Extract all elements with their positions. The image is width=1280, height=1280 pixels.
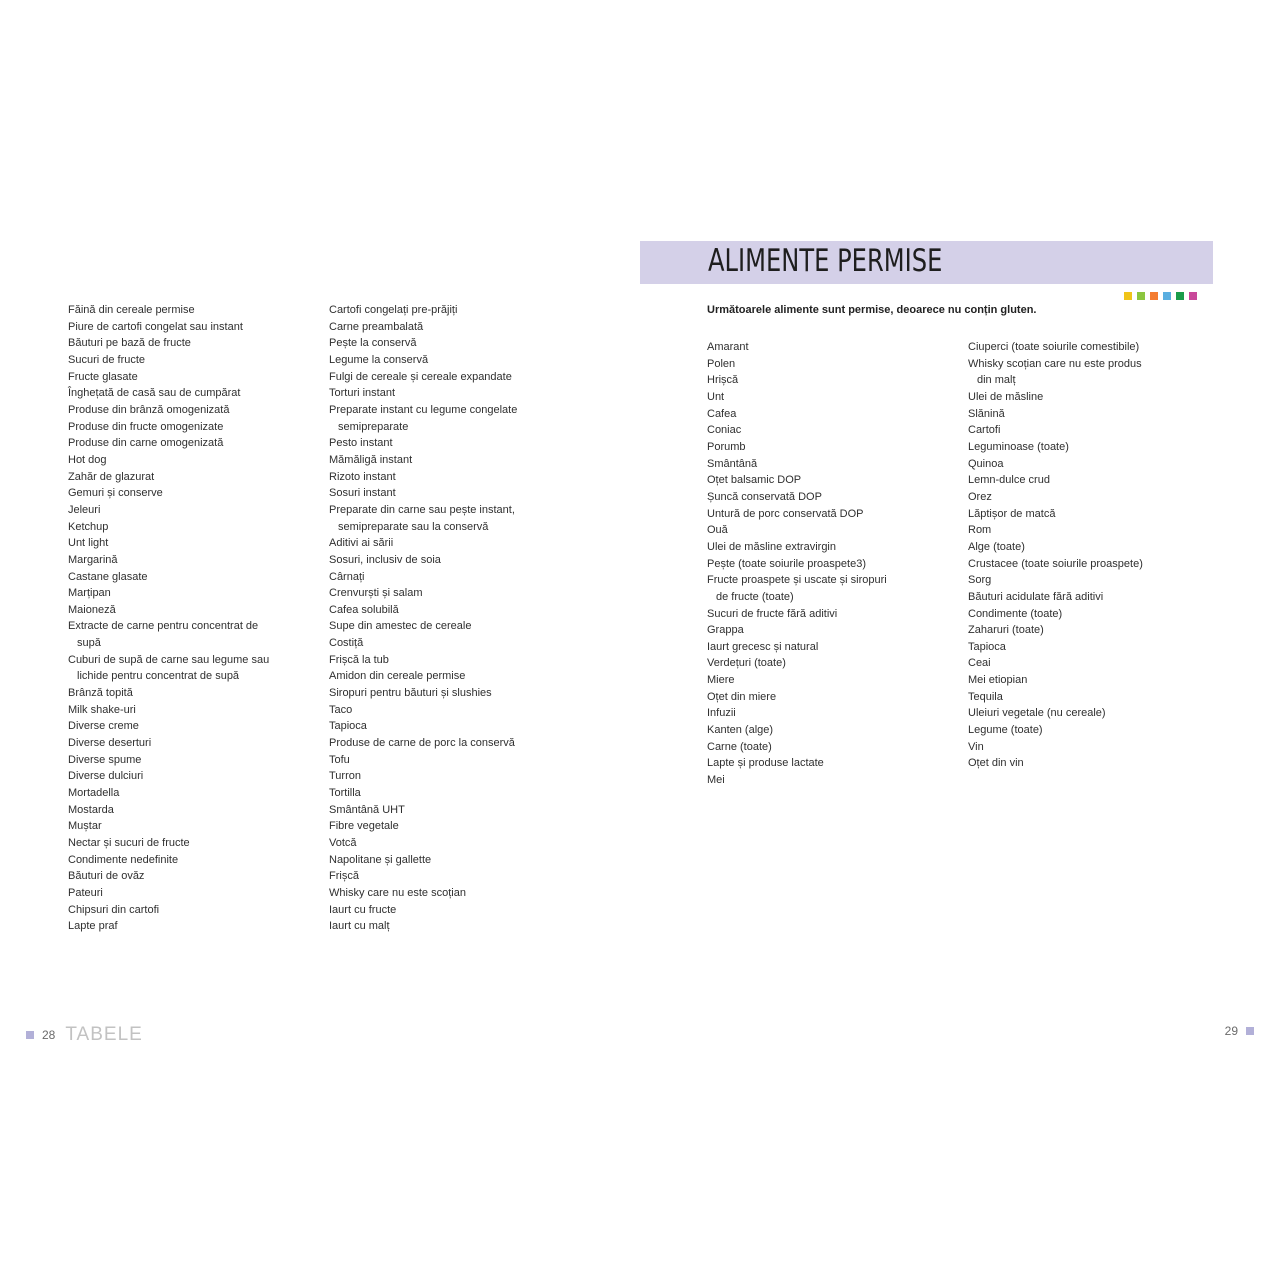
- list-item: Iaurt cu fructe: [329, 903, 397, 916]
- list-item: Carne preambalată: [329, 320, 424, 333]
- list-item: Chipsuri din cartofi: [68, 903, 160, 916]
- list-item: Oțet din vin: [968, 757, 1024, 770]
- list-item: Oțet din miere: [707, 690, 777, 703]
- list-item: Fibre vegetale: [329, 820, 399, 833]
- list-item: Diverse creme: [68, 720, 139, 733]
- list-item: Băuturi acidulate fără aditivi: [968, 590, 1104, 603]
- list-item: Maioneză: [68, 603, 116, 616]
- page-marker-square: [1246, 1027, 1254, 1035]
- list-item: Carne (toate): [707, 740, 772, 753]
- list-item: Zahăr de glazurat: [68, 470, 155, 483]
- list-item: Verdețuri (toate): [707, 657, 786, 670]
- list-item: Fulgi de cereale și cereale expandate: [329, 370, 512, 383]
- list-item: Lăptișor de matcă: [968, 507, 1056, 520]
- color-swatch: [1137, 292, 1145, 300]
- color-swatch: [1150, 292, 1158, 300]
- list-item: Mămăligă instant: [329, 453, 413, 466]
- list-item: Sorg: [968, 574, 992, 587]
- list-item: Legume la conservă: [329, 353, 429, 366]
- list-item: Nectar și sucuri de fructe: [68, 837, 190, 849]
- color-swatch: [1189, 292, 1197, 300]
- list-item: Whisky scoțian care nu este produs: [968, 357, 1142, 370]
- list-item: Mortadella: [68, 787, 120, 800]
- list-item: Sosuri instant: [329, 487, 396, 500]
- list-item: Ulei de măsline extravirgin: [707, 540, 836, 553]
- list-item: Aditivi ai sării: [329, 537, 394, 550]
- list-item: Turron: [329, 770, 361, 783]
- list-item: Tortilla: [329, 787, 361, 800]
- right-page-footer: [1225, 1024, 1254, 1038]
- left-page-list-column-1: [68, 302, 269, 935]
- list-item: Legume (toate): [968, 724, 1043, 737]
- list-item: Porumb: [707, 440, 746, 453]
- list-item: Fructe glasate: [68, 370, 138, 383]
- section-label: TABELE: [65, 1024, 143, 1045]
- intro-text: Următoarele alimente sunt permise, deoarece nu conțin gluten.: [707, 304, 1037, 316]
- list-item: Cârnați: [329, 570, 365, 583]
- list-item: Sucuri de fructe: [68, 353, 146, 366]
- list-item: Grappa: [707, 624, 744, 637]
- list-item: Muștar: [68, 820, 102, 833]
- list-item: Înghețată de casă sau de cumpărat: [68, 387, 241, 400]
- list-item: Produse din brânză omogenizată: [68, 403, 230, 416]
- color-swatch: [1176, 292, 1184, 300]
- list-item: Lemn-dulce crud: [968, 474, 1050, 487]
- list-item: Diverse spume: [68, 753, 142, 766]
- list-item: Torturi instant: [329, 387, 396, 400]
- list-item: Cartofi: [968, 424, 1001, 437]
- list-item: Jeleuri: [68, 503, 101, 516]
- list-item: Fructe proaspete și uscate și siropuri: [707, 574, 887, 587]
- list-item: Condimente nedefinite: [68, 853, 179, 866]
- list-item: Coniac: [707, 424, 742, 437]
- list-item: Tapioca: [329, 720, 367, 733]
- page-number-left: 28: [42, 1028, 56, 1042]
- list-item: Napolitane și gallette: [329, 853, 432, 866]
- list-item: Tapioca: [968, 640, 1006, 653]
- list-item: Cafea: [707, 407, 737, 420]
- list-item: Costiță: [329, 637, 364, 650]
- list-item: Crenvurști și salam: [329, 587, 423, 600]
- list-item: Whisky care nu este scoțian: [329, 886, 466, 899]
- list-item: Oțet balsamic DOP: [707, 474, 802, 487]
- list-item: Băuturi pe bază de fructe: [68, 337, 191, 350]
- list-item: Quinoa: [968, 457, 1004, 470]
- list-item: Slănină: [968, 407, 1005, 420]
- list-item: Diverse deserturi: [68, 737, 152, 750]
- list-item: Tequila: [968, 690, 1003, 703]
- list-item: Cartofi congelați pre-prăjiți: [329, 304, 458, 316]
- list-item: Ketchup: [68, 520, 109, 533]
- color-swatch: [1163, 292, 1171, 300]
- list-item: Untură de porc conservată DOP: [707, 507, 864, 520]
- list-item: Vin: [968, 740, 984, 753]
- list-item: Crustacee (toate soiurile proaspete): [968, 557, 1143, 570]
- left-page-footer: [26, 1024, 143, 1046]
- left-page-list-column-2: [329, 302, 517, 935]
- page-title-band: [640, 241, 1213, 284]
- allowed-foods-column-1: [707, 339, 887, 789]
- list-item: Tofu: [329, 753, 350, 766]
- list-item: Orez: [968, 490, 992, 503]
- list-item: de fructe (toate): [716, 590, 794, 603]
- list-item: Margarină: [68, 553, 118, 566]
- list-item: Frișcă: [329, 870, 359, 883]
- list-item: Smântână: [707, 457, 758, 470]
- list-item: Lapte praf: [68, 920, 118, 933]
- list-item: Votcă: [329, 837, 357, 849]
- list-item: Iaurt cu malț: [329, 920, 390, 933]
- list-item: Milk shake-uri: [68, 703, 136, 716]
- list-item: Cuburi de supă de carne sau legume sau: [68, 653, 270, 666]
- list-item: Unt: [707, 390, 725, 403]
- list-item: Supe din amestec de cereale: [329, 620, 472, 633]
- list-item: Pește (toate soiurile proaspete3): [707, 557, 866, 570]
- list-item: Kanten (alge): [707, 724, 774, 737]
- list-item: Unt light: [68, 537, 109, 550]
- list-item: Pește la conservă: [329, 337, 417, 350]
- allowed-foods-column-2: [968, 339, 1143, 772]
- list-item: Castane glasate: [68, 570, 148, 583]
- list-item: Produse din fructe omogenizate: [68, 420, 224, 433]
- list-item: Ciuperci (toate soiurile comestibile): [968, 341, 1140, 353]
- list-item: Pateuri: [68, 886, 103, 899]
- list-item: din malț: [977, 374, 1016, 387]
- list-item: Polen: [707, 357, 736, 370]
- list-item: Uleiuri vegetale (nu cereale): [968, 707, 1106, 720]
- page-title: ALIMENTE PERMISE: [708, 243, 943, 279]
- list-item: Sucuri de fructe fără aditivi: [707, 607, 838, 620]
- list-item: Brânză topită: [68, 687, 133, 700]
- page-marker-square: [26, 1031, 34, 1039]
- list-item: Ceai: [968, 657, 991, 670]
- color-swatch: [1124, 292, 1132, 300]
- list-item: Amidon din cereale permise: [329, 670, 466, 683]
- list-item: Miere: [707, 674, 735, 687]
- list-item: Extracte de carne pentru concentrat de: [68, 620, 259, 633]
- list-item: Preparate instant cu legume congelate: [329, 403, 518, 416]
- list-item: Smântână UHT: [329, 803, 405, 816]
- list-item: supă: [77, 637, 101, 650]
- page-number-right: 29: [1224, 1024, 1238, 1038]
- list-item: Șuncă conservată DOP: [707, 490, 822, 503]
- list-item: Mei: [707, 774, 725, 787]
- list-item: Leguminoase (toate): [968, 440, 1069, 453]
- list-item: Produse din carne omogenizată: [68, 437, 224, 450]
- list-item: Taco: [329, 703, 353, 716]
- list-item: Hrișcă: [707, 374, 739, 387]
- list-item: Rizoto instant: [329, 470, 396, 483]
- list-item: Iaurt grecesc și natural: [707, 640, 819, 653]
- list-item: Gemuri și conserve: [68, 487, 163, 500]
- list-item: Amarant: [707, 341, 749, 353]
- list-item: Lapte și produse lactate: [707, 757, 824, 770]
- list-item: Băuturi de ovăz: [68, 870, 145, 883]
- list-item: Piure de cartofi congelat sau instant: [68, 320, 243, 333]
- list-item: Hot dog: [68, 453, 107, 466]
- list-item: Mei etiopian: [968, 674, 1028, 687]
- list-item: Siropuri pentru băuturi și slushies: [329, 687, 492, 700]
- list-item: Făină din cereale permise: [68, 304, 195, 316]
- list-item: Condimente (toate): [968, 607, 1063, 620]
- list-item: Pesto instant: [329, 437, 393, 450]
- list-item: Diverse dulciuri: [68, 770, 144, 783]
- list-item: Alge (toate): [968, 540, 1025, 553]
- color-swatch-row: [1124, 292, 1197, 300]
- list-item: Mostarda: [68, 803, 114, 816]
- list-item: Cafea solubilă: [329, 603, 399, 616]
- list-item: Frișcă la tub: [329, 653, 389, 666]
- list-item: Ulei de măsline: [968, 390, 1044, 403]
- list-item: Produse de carne de porc la conservă: [329, 737, 515, 750]
- list-item: Marțipan: [68, 587, 111, 600]
- list-item: semipreparate: [338, 420, 409, 433]
- list-item: Sosuri, inclusiv de soia: [329, 553, 441, 566]
- list-item: Preparate din carne sau pește instant,: [329, 503, 515, 516]
- list-item: Ouă: [707, 524, 728, 537]
- list-item: Zaharuri (toate): [968, 624, 1044, 637]
- list-item: Infuzii: [707, 707, 736, 720]
- list-item: semipreparate sau la conservă: [338, 520, 489, 533]
- list-item: Rom: [968, 524, 992, 537]
- list-item: lichide pentru concentrat de supă: [77, 670, 240, 683]
